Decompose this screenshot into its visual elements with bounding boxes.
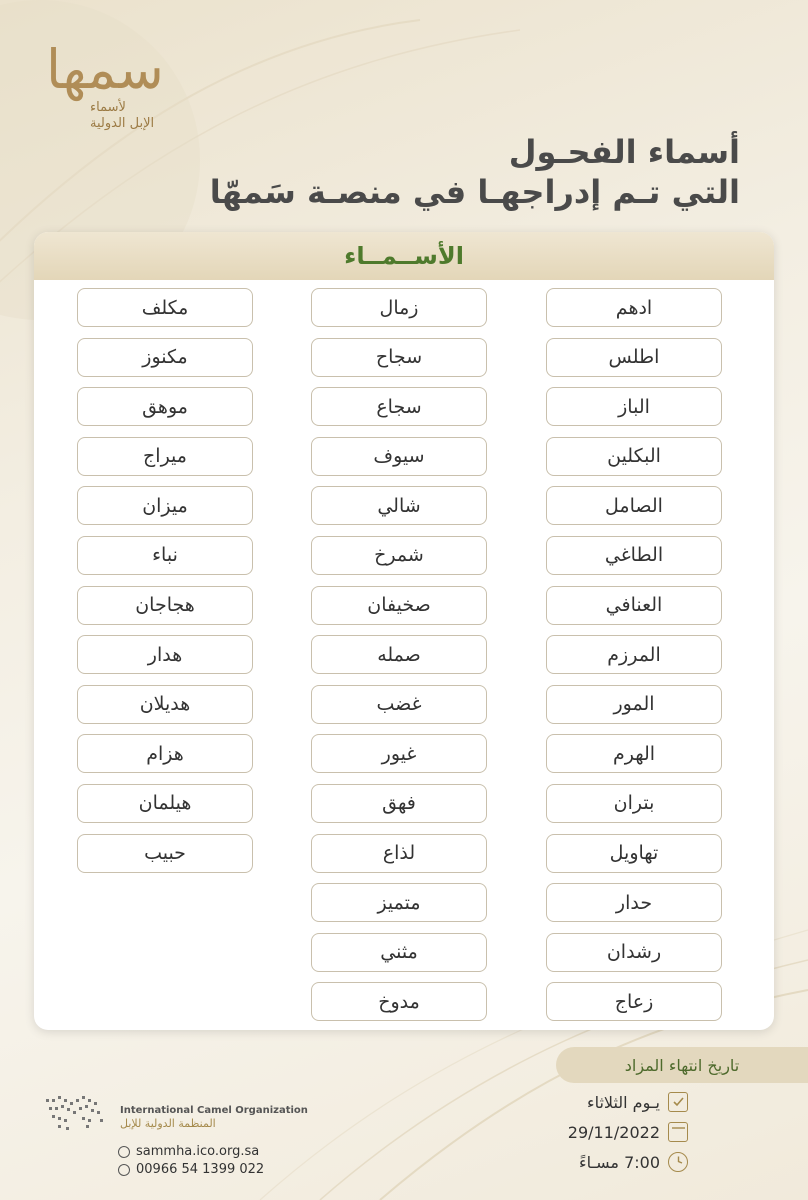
name-pill: سجاع <box>311 387 487 426</box>
samha-logo <box>30 30 230 140</box>
name-pill: حدار <box>546 883 722 922</box>
name-pill: غيور <box>311 734 487 773</box>
names-card-header: الأســمــاء <box>34 232 774 280</box>
name-pill: العنافي <box>546 586 722 625</box>
name-pill: الهرم <box>546 734 722 773</box>
name-pill: اطلس <box>546 338 722 377</box>
names-column-3 <box>77 288 253 883</box>
auction-end-heading: تاريخ انتهاء المزاد <box>556 1047 808 1083</box>
logo-script: سمها <box>46 38 164 101</box>
name-pill: شالي <box>311 486 487 525</box>
auction-time: 7:00 مسـاءً <box>579 1152 660 1172</box>
name-pill: الباز <box>546 387 722 426</box>
auction-date: 29/11/2022 <box>567 1122 660 1142</box>
auction-day: يـوم الثلاثاء <box>587 1092 660 1112</box>
calendar-check-icon <box>668 1092 688 1112</box>
names-card <box>34 232 774 1030</box>
name-pill: سيوف <box>311 437 487 476</box>
name-pill: مكنوز <box>77 338 253 377</box>
name-pill: الطاغي <box>546 536 722 575</box>
name-pill: سجاح <box>311 338 487 377</box>
name-pill: ادهم <box>546 288 722 327</box>
website-link[interactable]: sammha.ico.org.sa <box>136 1144 260 1159</box>
clock-icon <box>668 1152 688 1172</box>
website-row[interactable] <box>118 1144 259 1159</box>
organization-logo <box>44 1093 308 1138</box>
name-pill: حبيب <box>77 834 253 873</box>
name-pill: مكلف <box>77 288 253 327</box>
name-pill: متميز <box>311 883 487 922</box>
auction-time-row <box>579 1152 688 1172</box>
auction-day-row <box>587 1092 688 1112</box>
logo-subtitle-2: الإبل الدولية <box>90 116 155 131</box>
name-pill: شمرخ <box>311 536 487 575</box>
name-pill: زمال <box>311 288 487 327</box>
phone-number[interactable]: 00966 54 1399 022 <box>136 1162 265 1177</box>
whatsapp-icon <box>118 1164 130 1176</box>
globe-icon <box>118 1146 130 1158</box>
name-pill: مثني <box>311 933 487 972</box>
organization-name-ar: المنظمة الدولية للإبل <box>120 1117 216 1130</box>
page-title <box>210 132 740 212</box>
name-pill: نباء <box>77 536 253 575</box>
name-pill: هدار <box>77 635 253 674</box>
name-pill: المرزم <box>546 635 722 674</box>
name-pill: هديلان <box>77 685 253 724</box>
name-pill: الصامل <box>546 486 722 525</box>
name-pill: هجاجان <box>77 586 253 625</box>
title-line-2: التي تـم إدراجهـا في منصـة سَمهّا <box>209 173 740 211</box>
name-pill: غضب <box>311 685 487 724</box>
phone-row[interactable] <box>118 1162 264 1177</box>
name-pill: موهق <box>77 387 253 426</box>
calendar-icon <box>668 1122 688 1142</box>
name-pill: صخيفان <box>311 586 487 625</box>
name-pill: ميزان <box>77 486 253 525</box>
organization-name-en: International Camel Organization <box>120 1105 308 1116</box>
name-pill: رشدان <box>546 933 722 972</box>
auction-date-row <box>568 1122 688 1142</box>
name-pill: ميراج <box>77 437 253 476</box>
name-pill: زعاج <box>546 982 722 1021</box>
name-pill: بتران <box>546 784 722 823</box>
name-pill: فهق <box>311 784 487 823</box>
name-pill: تهاويل <box>546 834 722 873</box>
names-column-1 <box>546 288 722 1030</box>
name-pill: صمله <box>311 635 487 674</box>
logo-subtitle-1: لأسماء <box>90 100 126 115</box>
camel-organization-icon <box>44 1093 114 1133</box>
name-pill: هيلمان <box>77 784 253 823</box>
name-pill: البكلين <box>546 437 722 476</box>
names-column-2 <box>311 288 487 1030</box>
name-pill: المور <box>546 685 722 724</box>
title-line-1: أسماء الفحـول <box>508 133 740 171</box>
name-pill: هزام <box>77 734 253 773</box>
name-pill: لذاع <box>311 834 487 873</box>
name-pill: مدوخ <box>311 982 487 1021</box>
